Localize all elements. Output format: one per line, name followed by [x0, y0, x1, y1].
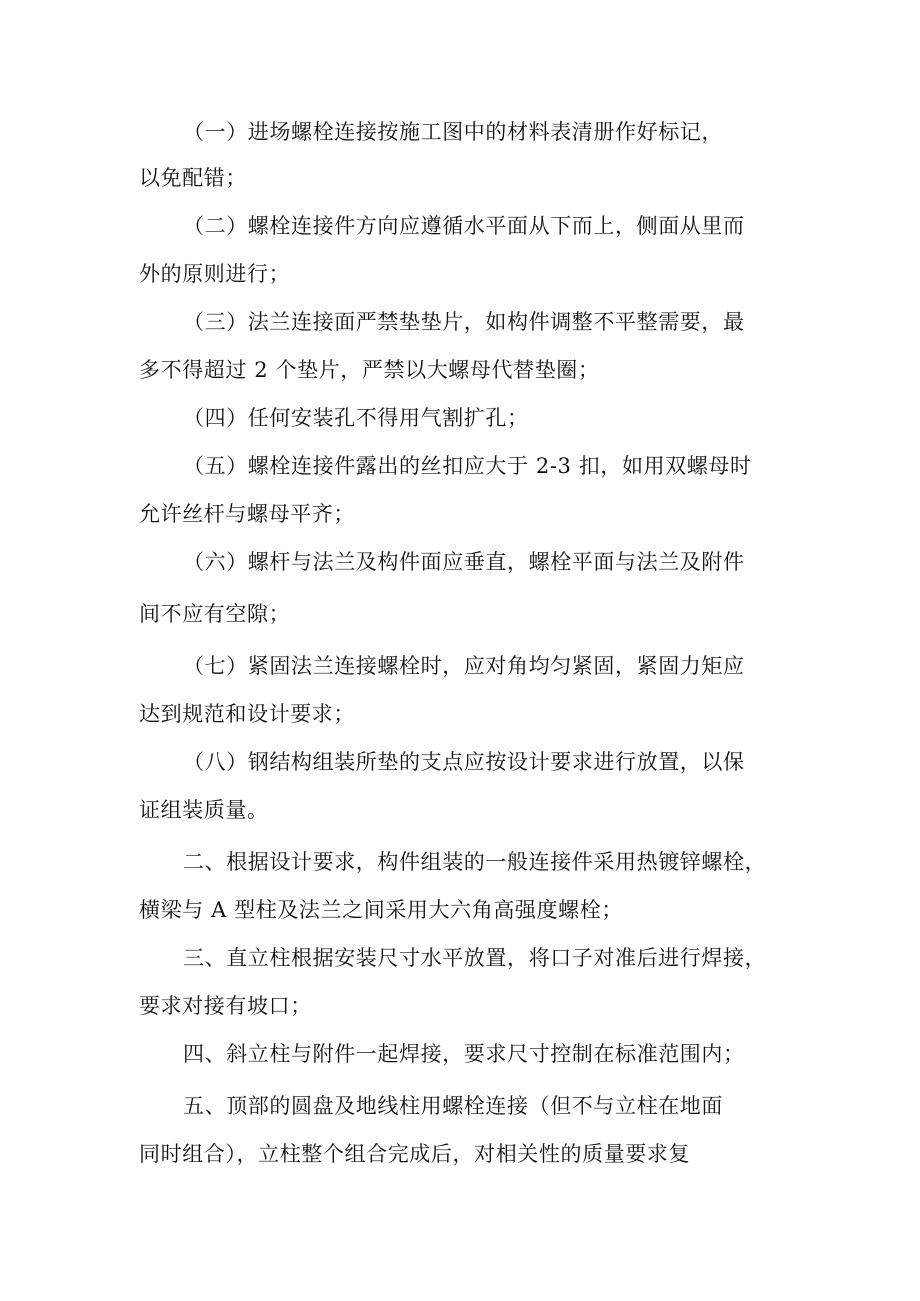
section-4-line-1: 四、斜立柱与附件一起焊接，要求尺寸控制在标准范围内； — [183, 1042, 745, 1066]
item-2-line-1: （二）螺栓连接件方向应遵循水平面从下而上，侧面从里而 — [183, 214, 745, 238]
item-1-line-1: （一）进场螺栓连接按施工图中的材料表清册作好标记， — [183, 120, 723, 144]
item-3-line-1: （三）法兰连接面严禁垫垫片，如构件调整不平整需要，最 — [183, 310, 745, 334]
item-8-line-1: （八）钢结构组装所垫的支点应按设计要求进行放置，以保 — [183, 750, 745, 774]
section-3-line-1: 三、直立柱根据安装尺寸水平放置，将口子对准后进行焊接， — [183, 946, 767, 970]
item-7-line-1: （七）紧固法兰连接螺栓时，应对角均匀紧固，紧固力矩应 — [183, 654, 745, 678]
section-2-line-2: 横梁与 A 型柱及法兰之间采用大六角高强度螺栓； — [139, 898, 623, 922]
section-3-line-2: 要求对接有坡口； — [139, 994, 312, 1018]
item-6-line-1: （六）螺杆与法兰及构件面应垂直，螺栓平面与法兰及附件 — [183, 550, 745, 574]
item-4-line-1: （四）任何安装孔不得用气割扩孔； — [183, 406, 529, 430]
item-5-line-2: 允许丝杆与螺母平齐； — [139, 502, 355, 526]
section-5-line-2: 同时组合），立柱整个组合完成后，对相关性的质量要求复 — [139, 1142, 691, 1166]
item-2-line-2: 外的原则进行； — [139, 262, 291, 286]
section-2-line-1: 二、根据设计要求，构件组装的一般连接件采用热镀锌螺栓， — [183, 850, 767, 874]
item-3-line-2: 多不得超过 2 个垫片，严禁以大螺母代替垫圈； — [139, 358, 600, 382]
item-7-line-2: 达到规范和设计要求； — [139, 702, 355, 726]
section-5-line-1: 五、顶部的圆盘及地线柱用螺栓连接（但不与立柱在地面 — [183, 1094, 723, 1118]
item-8-line-2: 证组装质量。 — [139, 798, 269, 822]
item-5-line-1: （五）螺栓连接件露出的丝扣应大于 2-3 扣，如用双螺母时 — [183, 454, 752, 478]
item-6-line-2: 间不应有空隙； — [139, 602, 291, 626]
item-1-line-2: 以免配错； — [139, 166, 247, 190]
